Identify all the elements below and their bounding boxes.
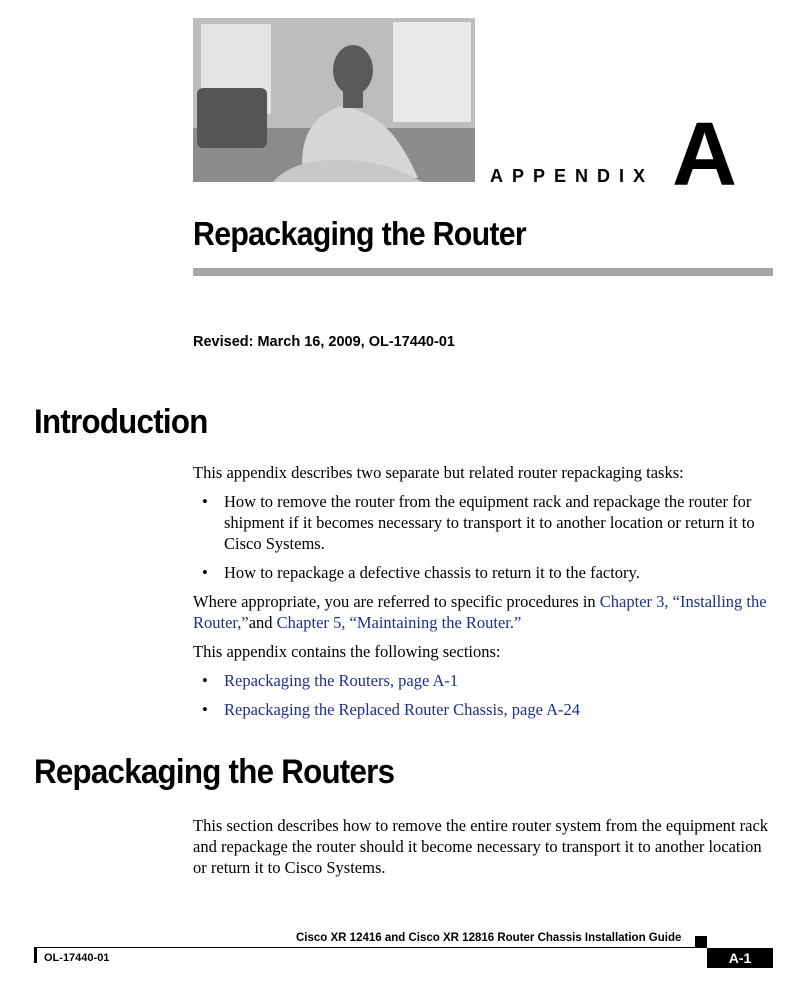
footer-rule [34, 947, 695, 948]
list-item [193, 670, 778, 691]
list-item: • How to remove the router from the equipment rack and repackage the router for shipment if it becomes necessary to transport it to another location or return it to Cisco Systems. [193, 491, 778, 554]
title-rule [193, 268, 773, 276]
repackaging-paragraph: This section describes how to remove the entire router system from the equipment rack and repackage the router should it become necessary to transport it to another location or return it to Cisco Systems. [193, 816, 769, 877]
header-photo [193, 18, 475, 182]
revised-line: Revised: March 16, 2009, OL-17440-01 [193, 334, 455, 350]
list-item [193, 699, 778, 720]
refer-prefix: Where appropriate, you are referred to specific procedures in [193, 592, 600, 611]
list-item: • How to repackage a defective chassis to return it to the factory. [193, 562, 778, 583]
refer-paragraph [193, 591, 778, 633]
replaced-chassis-link[interactable]: Repackaging the Replaced Router Chassis, page A-24 [224, 700, 581, 719]
task-list [193, 491, 778, 591]
footer-square [695, 936, 707, 948]
page-number-badge: A-1 [707, 948, 773, 968]
chapter5-link[interactable]: Chapter 5, “Maintaining the Router.” [276, 613, 522, 632]
appendix-letter: A [672, 105, 737, 205]
sections-paragraph: This appendix contains the following sections: [193, 642, 501, 661]
repackaging-heading: Repackaging the Routers [34, 753, 395, 791]
intro-paragraph: This appendix describes two separate but related router repackaging tasks: [193, 463, 684, 482]
section-link-list [193, 670, 778, 728]
chapter-title: Repackaging the Router [193, 215, 527, 252]
chapter3-link[interactable]: Chapter 3, “Installing the Router,” [193, 592, 767, 632]
footer-guide-title: Cisco XR 12416 and Cisco XR 12816 Router Chassis Installation Guide [296, 932, 682, 944]
refer-middle: and [248, 613, 277, 632]
repackaging-routers-link[interactable]: Repackaging the Routers, page A-1 [224, 671, 459, 690]
introduction-heading: Introduction [34, 403, 208, 441]
appendix-label: APPENDIX [490, 166, 655, 186]
footer-doc-number: OL-17440-01 [44, 952, 110, 964]
footer-tick [34, 947, 37, 963]
